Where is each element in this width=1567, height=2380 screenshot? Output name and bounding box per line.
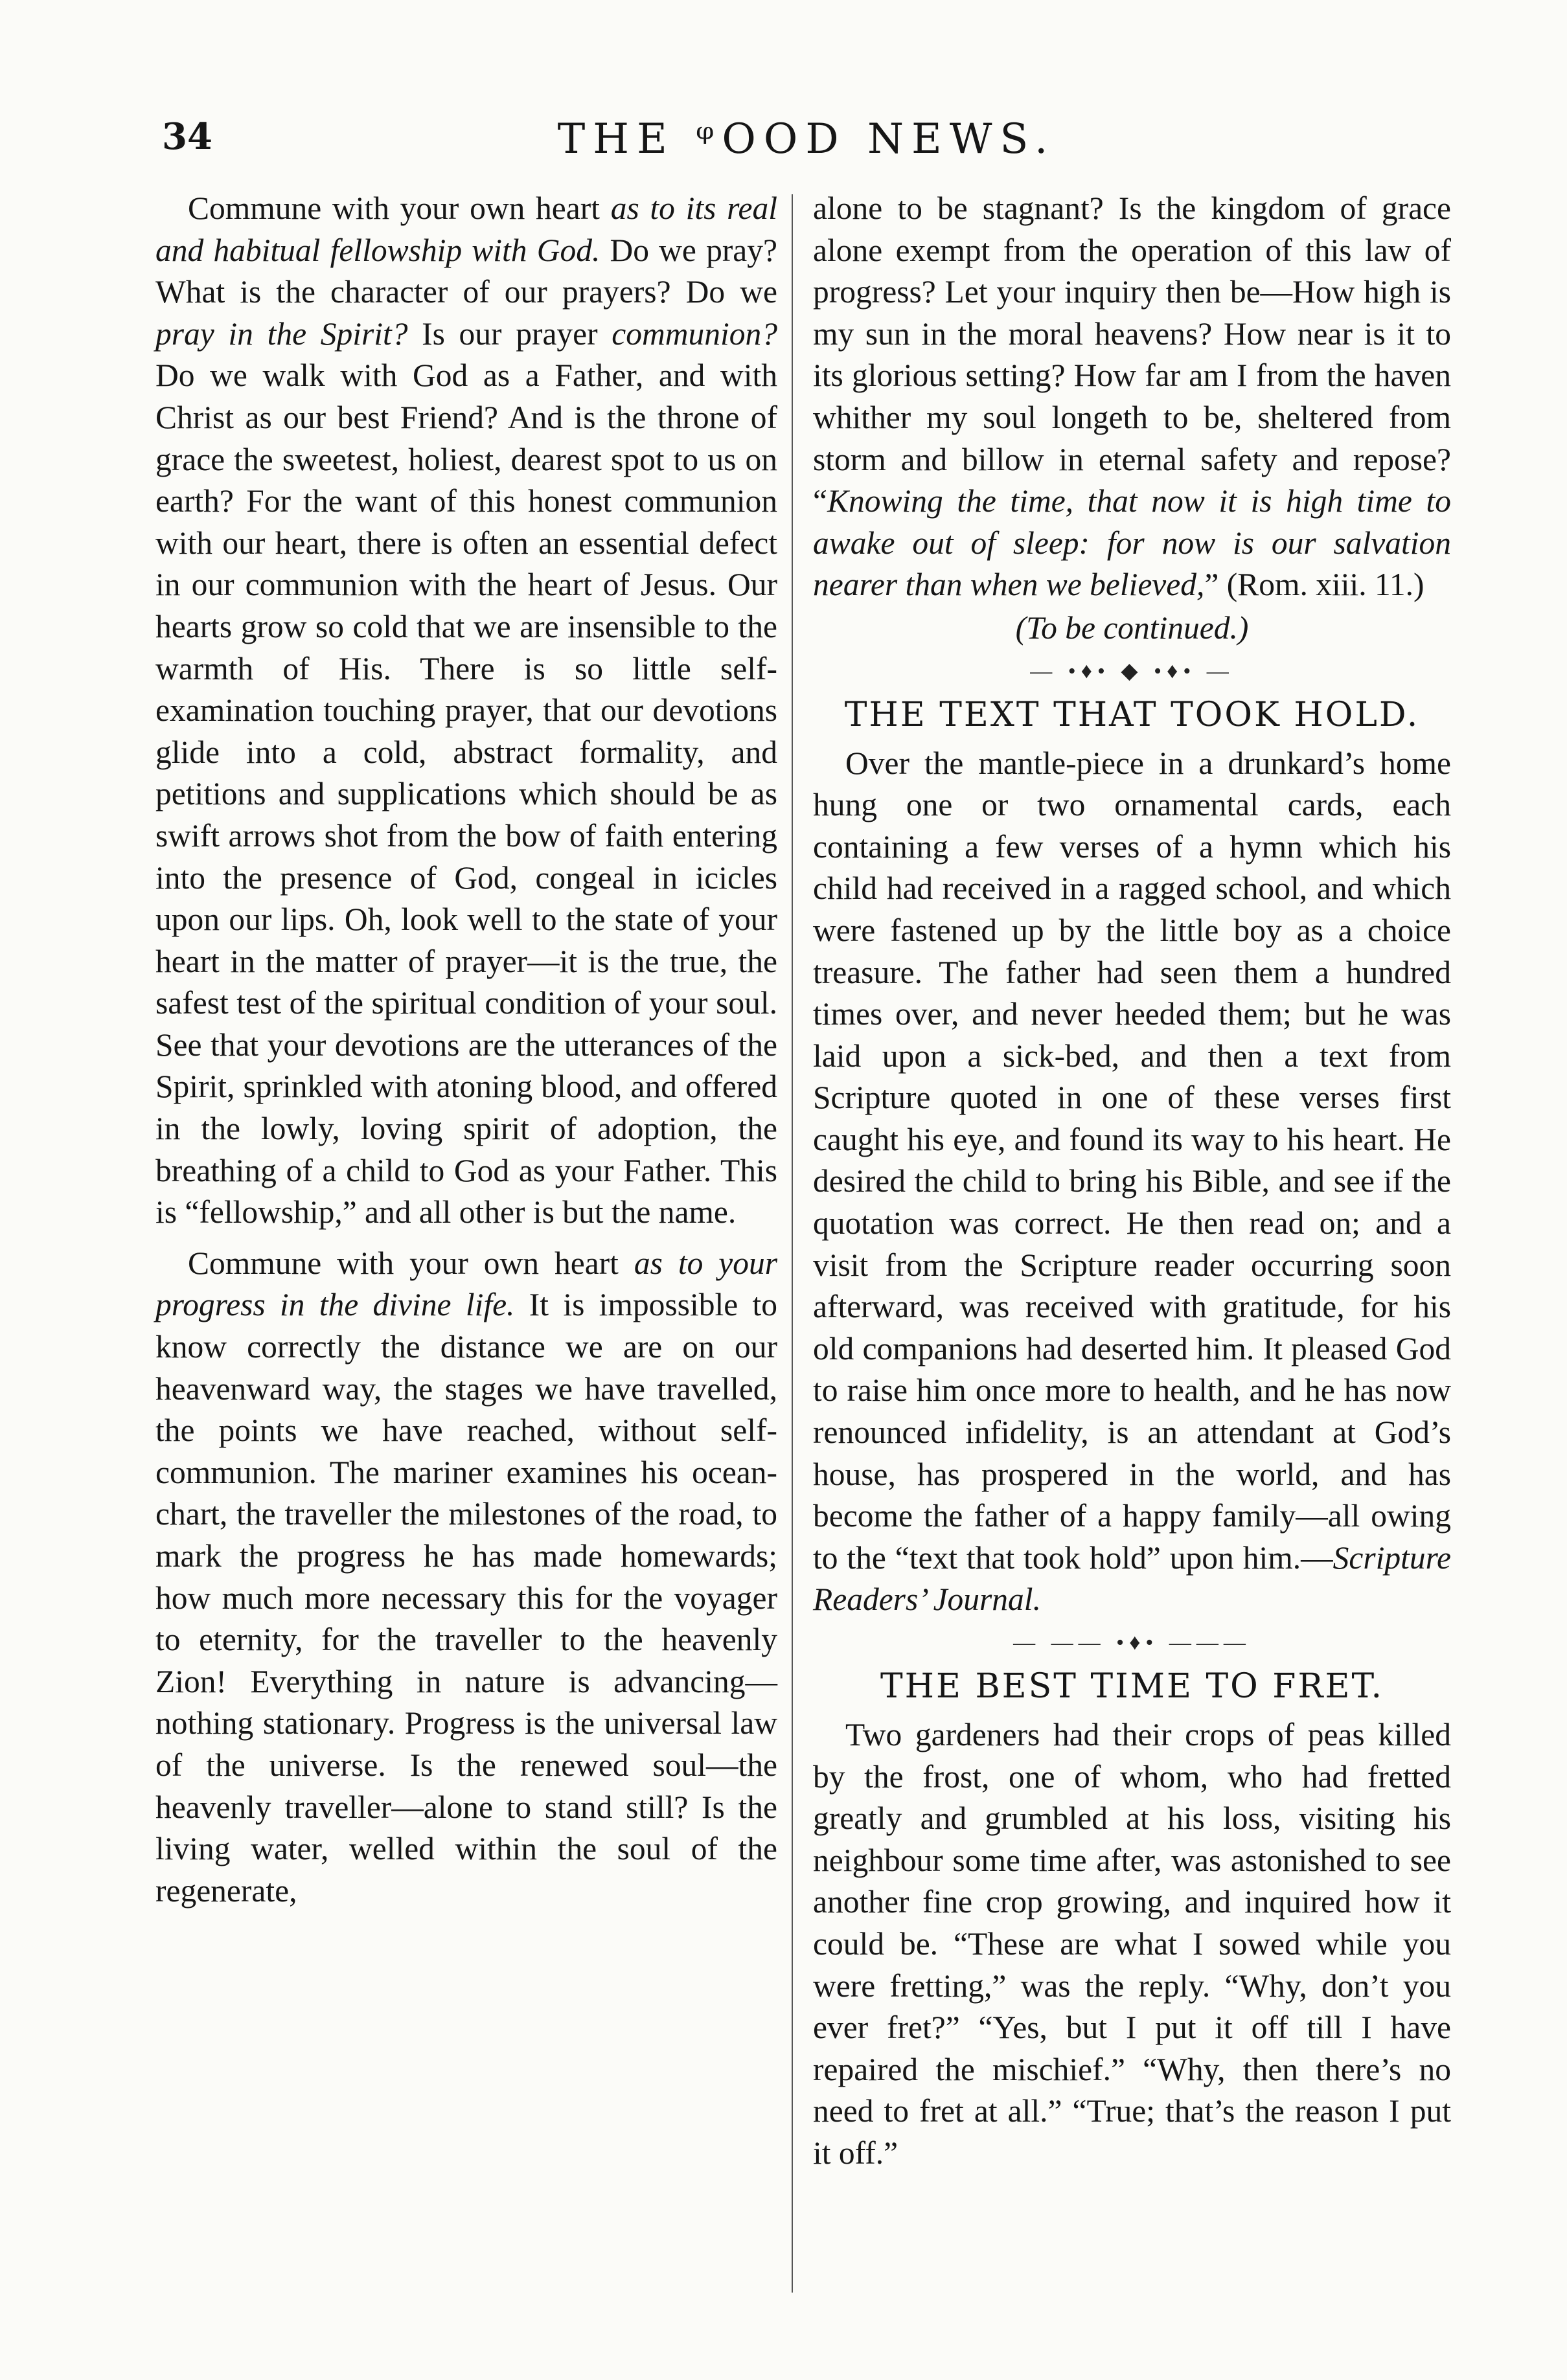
italic-run: as to its real and habitual fellowship with God. <box>155 190 778 268</box>
italic-run: communion? <box>612 315 778 352</box>
text-run: Do we pray? What is the character of our prayers? Do we <box>155 232 777 310</box>
section-separator: — •♦• ◆ •♦• — <box>1030 659 1234 683</box>
italic-run: Knowing the time, that now it is high time to awake out of sleep: for now is our salvation nearer than when we believed, <box>813 483 1451 603</box>
text-run: Two gardeners had their crops of peas killed by the frost, one of whom, who had fretted greatly and grumbled at his loss, visiting his neighbour some time after, was astonished to see another fine crop growing, and inquired how it could be. “These are what I sowed while you were fretting,” was the reply. “Why, don’t you ever fret?” “Yes, but I put it off till I have repaired the mischief.” “Why, then there’s no need to fret at all.” “True; that’s the reason I put it off.” <box>813 1717 1451 2171</box>
italic-run: Scripture Readers’ Journal. <box>813 1539 1451 1618</box>
section-separator: — —— •♦• ——— <box>1013 1631 1251 1655</box>
text-run: Is our prayer <box>407 315 612 352</box>
text-run: Commune with your own heart <box>188 190 611 226</box>
article-paragraph-2 <box>155 1243 777 1912</box>
section-title-text-that-took-hold: THE TEXT THAT TOOK HOLD. <box>844 695 1420 734</box>
article-continuation <box>813 188 1451 606</box>
running-title: THE ᵠOOD NEWS. <box>557 115 1056 163</box>
column-divider <box>792 194 793 2293</box>
left-column <box>155 188 777 1912</box>
italic-run: as to your progress in the divine life. <box>155 1245 778 1323</box>
text-run: Over the mantle-piece in a drunkard’s home hung one or two ornamental cards, each containing a few verses of a hymn which his child had received in a ragged school, and which were fastened up by the little boy as a choice treasure. The father had seen them a hundred times over, and never heeded them; but he was laid upon a sick-bed, and then a text from Scripture quoted in one of these verses first caught his eye, and found its way to his heart. He desired the child to bring his Bible, and see if the quotation was correct. He then read on; and a visit from the Scripture reader occurring soon afterward, was received with gratitude, for his old companions had deserted him. It pleased God to raise him once more to health, and he has now renounced infidelity, is an attendant at God’s house, has prospered in the world, and has become the father of a happy family—all owing to the “text that took hold” upon him.— <box>813 745 1451 1576</box>
text-run: It is impossible to know correctly the distance we are on our heavenward way, the stages we have travelled, the points we have reached, without self-communion. The mariner examines his ocean-chart, the traveller the milestones of the road, to mark the progress he has made homewards; how much more necessary this for the voyager to eternity, for the traveller to the heavenly Zion! Everything in nature is advancing—nothing stationary. Progress is the universal law of the universe. Is the renewed soul—the heavenly traveller—alone to stand still? Is the living water, welled within the soul of the regenerate, <box>155 1287 777 1909</box>
text-run: alone to be stagnant? Is the kingdom of grace alone exempt from the operation of this law of progress? Let your inquiry then be—How high is my sun in the moral heavens? How near is it to its glorious setting? How far am I from the haven whither my soul longeth to be, sheltered from storm and billow in eternal safety and repose? “ <box>813 190 1451 519</box>
text-run: ” (Rom. xiii. 11.) <box>1204 567 1424 603</box>
text-run: Do we walk with God as a Father, and with Christ as our best Friend? And is the throne of grace the sweetest, holiest, dearest spot to us on earth? For the want of this honest communion with our heart, there is often an essential defect in our communion with the heart of Jesus. Our hearts grow so cold that we are insensible to the warmth of His. There is so little self-examination touching prayer, that our devotions glide into a cold, abstract formality, and petitions and supplications which should be as swift arrows shot from the bow of faith entering into the presence of God, congeal in icicles upon our lips. Oh, look well to the state of your heart in the matter of prayer—it is the true, the safest test of the spiritual condition of your soul. See that your devotions are the utterances of the Spirit, sprinkled with atoning blood, and offered in the lowly, loving spirit of adoption, the breathing of a child to God as your Father. This is “fellowship,” and all other is but the name. <box>155 357 777 1230</box>
right-column <box>813 188 1451 2175</box>
page-number: 34 <box>162 115 212 158</box>
section-body-best-time-to-fret <box>813 1714 1451 2175</box>
continued-note: (To be continued.) <box>1015 609 1249 646</box>
section-title-best-time-to-fret: THE BEST TIME TO FRET. <box>880 1667 1384 1706</box>
article-paragraph-1 <box>155 188 777 1234</box>
section-body-text-that-took-hold <box>813 743 1451 1621</box>
page-header <box>162 115 1451 174</box>
text-run: Commune with your own heart <box>188 1245 634 1281</box>
italic-run: pray in the Spirit? <box>155 315 408 352</box>
